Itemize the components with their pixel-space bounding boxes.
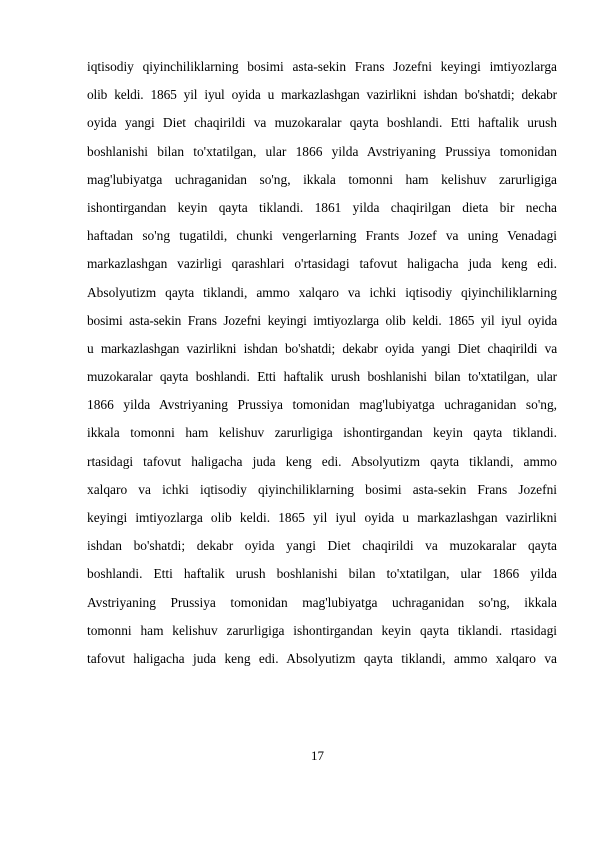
text-line: rtasidagi tafovut haligacha juda keng edi. Absolyutizm qayta tiklandi, ammo xyxy=(87,453,557,469)
text-line: boshlandi. Etti haftalik urush boshlanishi bilan to'xtatilgan, ular 1866 yilda xyxy=(87,566,557,582)
text-line: markazlashgan vazirligi qarashlari o'rtasidagi tafovut haligacha juda keng edi. xyxy=(87,256,557,272)
text-line: 1866 yilda Avstriyaning Prussiya tomonidan mag'lubiyatga uchraganidan so'ng, xyxy=(87,397,557,413)
text-line: bosimi asta-sekin Frans Jozefni keyingi imtiyozlarga olib keldi. 1865 yil iyul oyida xyxy=(87,312,557,328)
text-line: iqtisodiy qiyinchiliklarning bosimi asta-sekin Frans Jozefni keyingi imtiyozlarga xyxy=(87,59,557,74)
text-line: oyida yangi Diet chaqirildi va muzokaralar qayta boshlandi. Etti haftalik urush xyxy=(87,115,557,131)
text-line: mag'lubiyatga uchraganidan so'ng, ikkala tomonni ham kelishuv zarurligiga xyxy=(87,171,557,187)
text-line: Absolyutizm qayta tiklandi, ammo xalqaro va ichki iqtisodiy qiyinchiliklarning xyxy=(87,284,557,300)
text-line: olib keldi. 1865 yil iyul oyida u markazlashgan vazirlikni ishdan bo'shatdi; dekabr xyxy=(87,87,557,103)
text-line: ishontirgandan keyin qayta tiklandi. 1861 yilda chaqirilgan dieta bir necha xyxy=(87,199,557,215)
text-line: keyingi imtiyozlarga olib keldi. 1865 yil iyul oyida u markazlashgan vazirlikni xyxy=(87,510,557,525)
text-line: Avstriyaning Prussiya tomonidan mag'lubiyatga uchraganidan so'ng, ikkala xyxy=(87,594,557,610)
text-line: tafovut haligacha juda keng edi. Absolyutizm qayta tiklandi, ammo xalqaro va xyxy=(87,650,557,666)
text-line: boshlanishi bilan to'xtatilgan, ular 1866 yilda Avstriyaning Prussiya tomonidan xyxy=(87,143,557,159)
text-line: xalqaro va ichki iqtisodiy qiyinchiliklarning bosimi asta-sekin Frans Jozefni xyxy=(87,481,557,497)
text-line: muzokaralar qayta boshlandi. Etti haftalik urush boshlanishi bilan to'xtatilgan, ular xyxy=(87,369,557,385)
text-line: u markazlashgan vazirlikni ishdan bo'shatdi; dekabr oyida yangi Diet chaqirildi va xyxy=(87,340,557,356)
text-line: ishdan bo'shatdi; dekabr oyida yangi Diet chaqirildi va muzokaralar qayta xyxy=(87,538,557,554)
text-line: ikkala tomonni ham kelishuv zarurligiga ishontirgandan keyin qayta tiklandi. xyxy=(87,425,557,441)
text-line: tomonni ham kelishuv zarurligiga ishontirgandan keyin qayta tiklandi. rtasidagi xyxy=(87,622,557,638)
text-line: haftadan so'ng tugatildi, chunki vengerlarning Frants Jozef va uning Venadagi xyxy=(87,228,557,244)
body-text xyxy=(87,53,557,673)
page-number: 17 xyxy=(311,748,324,763)
